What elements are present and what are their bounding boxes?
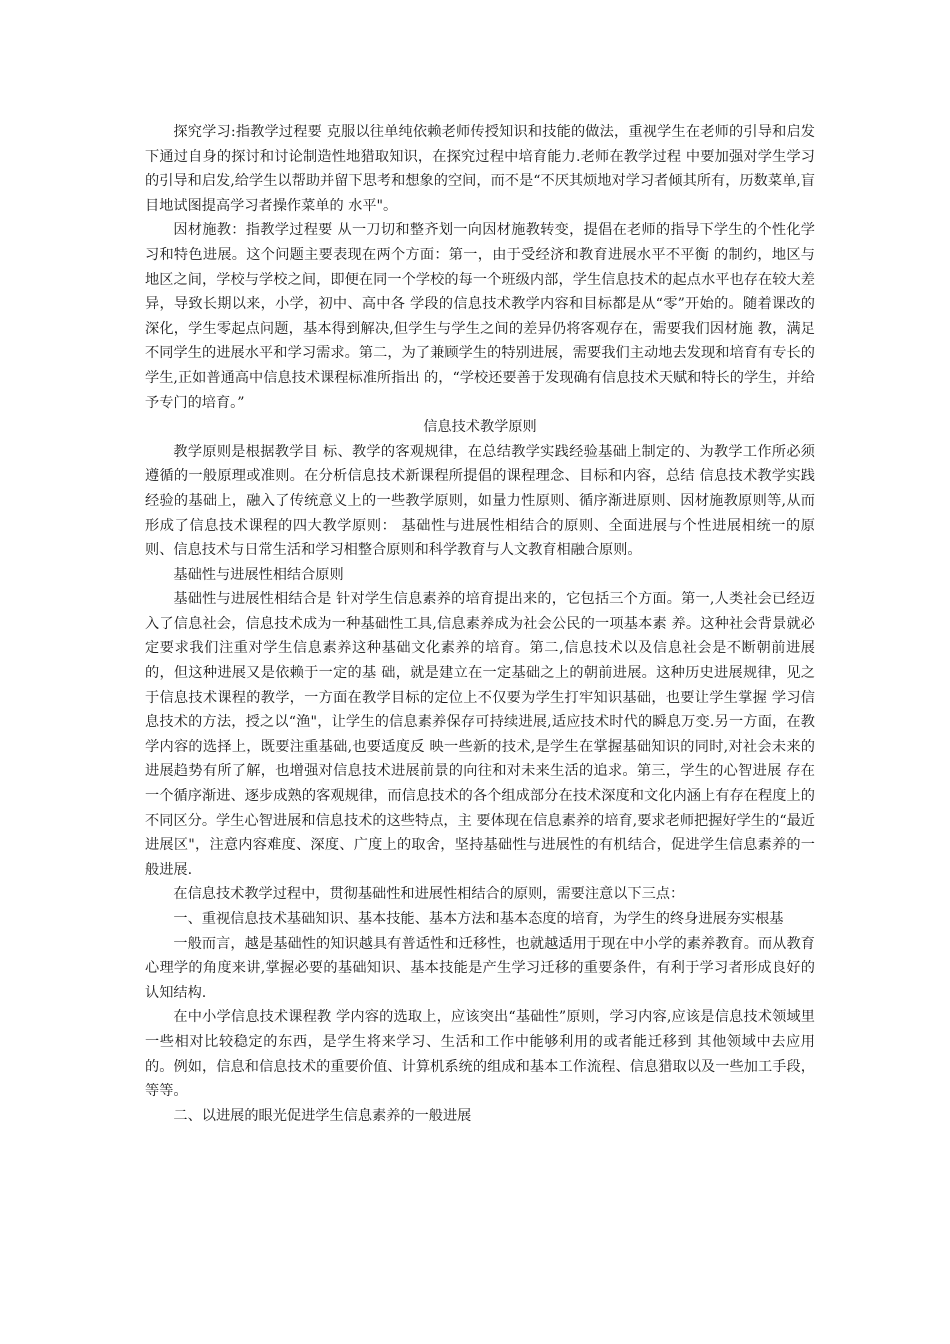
paragraph-point-two: 二、以进展的眼光促进学生信息素养的一般进展 — [173, 1107, 472, 1124]
paragraph-basic-development: 基础性与进展性相结合是 针对学生信息素养的培育提出来的，它包括三个方面。第一,人类社会已经迈入了信息社会，信息技术成为一种基础性工具,信息素养成为社会公民的一项基本素 养。这种社会背景就必定要求我们注重对学生信息素养这种基础文化素养的培育。第二,信息技术以及信息社会是不断朝前进展的，但这种进展又是依赖于一定的基 础，就是建立在一定基础之上的朝前进展。这种历史进展规律，见之于信息技术课程的教学，一方面在教学目标的定位上不仅要为学生打牢知识基础，也要让学生掌握 学习信息技术的方法，授之以“渔"，让学生的信息素养保存可持续进展,适应技术时代的瞬息万变.另一方面，在教学内容的选择上，既要注重基础,也要适度反 映一些新的技术,是学生在掌握基础知识的同时,对社会未来的进展趋势有所了解，也增强对信息技术进展前景的向往和对未来生活的追求。第三，学生的心智进展 存在一个循序渐进、逐步成熟的客观规律，而信息技术的各个组成部分在技术深度和文化内涵上有存在程度上的不同区分。学生心智进展和信息技术的这些特点，主 要体现在信息素养的培育,要求老师把握好学生的“最近进展区"，注意内容难度、深度、广度上的取舍，坚持基础性与进展性的有机结合，促进学生信息素养的一 般进展. — [145, 591, 815, 878]
paragraph-individualized-teaching: 因材施教：指教学过程要 从一刀切和整齐划一向因材施教转变，提倡在老师的指导下学生的个性化学习和特色进展。这个问题主要表现在两个方面：第一，由于受经济和教育进展水平不平衡 的制约，地区与地区之间，学校与学校之间，即便在同一个学校的每一个班级内部，学生信息技术的起点水平也存在较大差异，导致长期以来，小学，初中、高中各 学段的信息技术教学内容和目标都是从“零”开始的。随着课改的深化，学生零起点问题，基本得到解决,但学生与学生之间的差异仍将客观存在，需要我们因材施 教，满足不同学生的进展水平和学习需求。第二，为了兼顾学生的特别进展，需要我们主动地去发现和培育有专长的学生,正如普通高中信息技术课程标准所指出 的，“学校还要善于发现确有信息技术天赋和特长的学生，并给予专门的培育。” — [145, 222, 815, 411]
document-page — [145, 120, 815, 1128]
section-heading: 信息技术教学原则 — [423, 419, 537, 436]
paragraph-principles-intro: 教学原则是根据教学目 标、教学的客观规律，在总结教学实践经验基础上制定的、为教学工作所必须遵循的一般原理或准则。在分析信息技术新课程所提倡的课程理念、目标和内容，总结 信息技术教学实践经验的基础上，融入了传统意义上的一些教学原则，如量力性原则、循序渐进原则、因材施教原则等,从而形成了信息技术课程的四大教学原则： 基础性与进展性相结合的原则、全面进展与个性进展相统一的原则、信息技术与日常生活和学习相整合原则和科学教育与人文教育相融合原则。 — [145, 443, 815, 559]
paragraph-three-points: 在信息技术教学过程中，贯彻基础性和进展性相结合的原则，需要注意以下三点： — [173, 886, 685, 903]
paragraph-point-one: 一、重视信息技术基础知识、基本技能、基本方法和基本态度的培育，为学生的终身进展夯实根基 — [173, 911, 784, 927]
paragraph-inquiry-learning: 探究学习:指教学过程要 克服以往单纯依赖老师传授知识和技能的做法，重视学生在老师的引导和启发下通过自身的探讨和讨论制造性地猎取知识，在探究过程中培育能力.老师在教学过程 中要加强对学生学习的引导和启发,给学生以帮助并留下思考和想象的空间，而不是“不厌其烦地对学习者倾其所有，历数菜单,盲目地试图提高学习者操作菜单的 水平"。 — [145, 124, 815, 214]
subheading-basic-development: 基础性与进展性相结合原则 — [173, 566, 344, 583]
paragraph-content-selection: 在中小学信息技术课程教 学内容的选取上，应该突出“基础性”原则，学习内容,应该是信息技术领域里一些相对比较稳定的东西，是学生将来学习、生活和工作中能够利用的或者能迁移到 其他领域中去应用的。例如，信息和信息技术的重要价值、计算机系统的组成和基本工作流程、信息猎取以及一些加工手段，等等。 — [145, 1009, 815, 1100]
paragraph-general-knowledge: 一般而言，越是基础性的知识越具有普适性和迁移性，也就越适用于现在中小学的素养教育。而从教育心理学的角度来讲,掌握必要的基础知识、基本技能是产生学习迁移的重要条件，有利于学习者形成良好的认知结构. — [145, 935, 815, 1001]
